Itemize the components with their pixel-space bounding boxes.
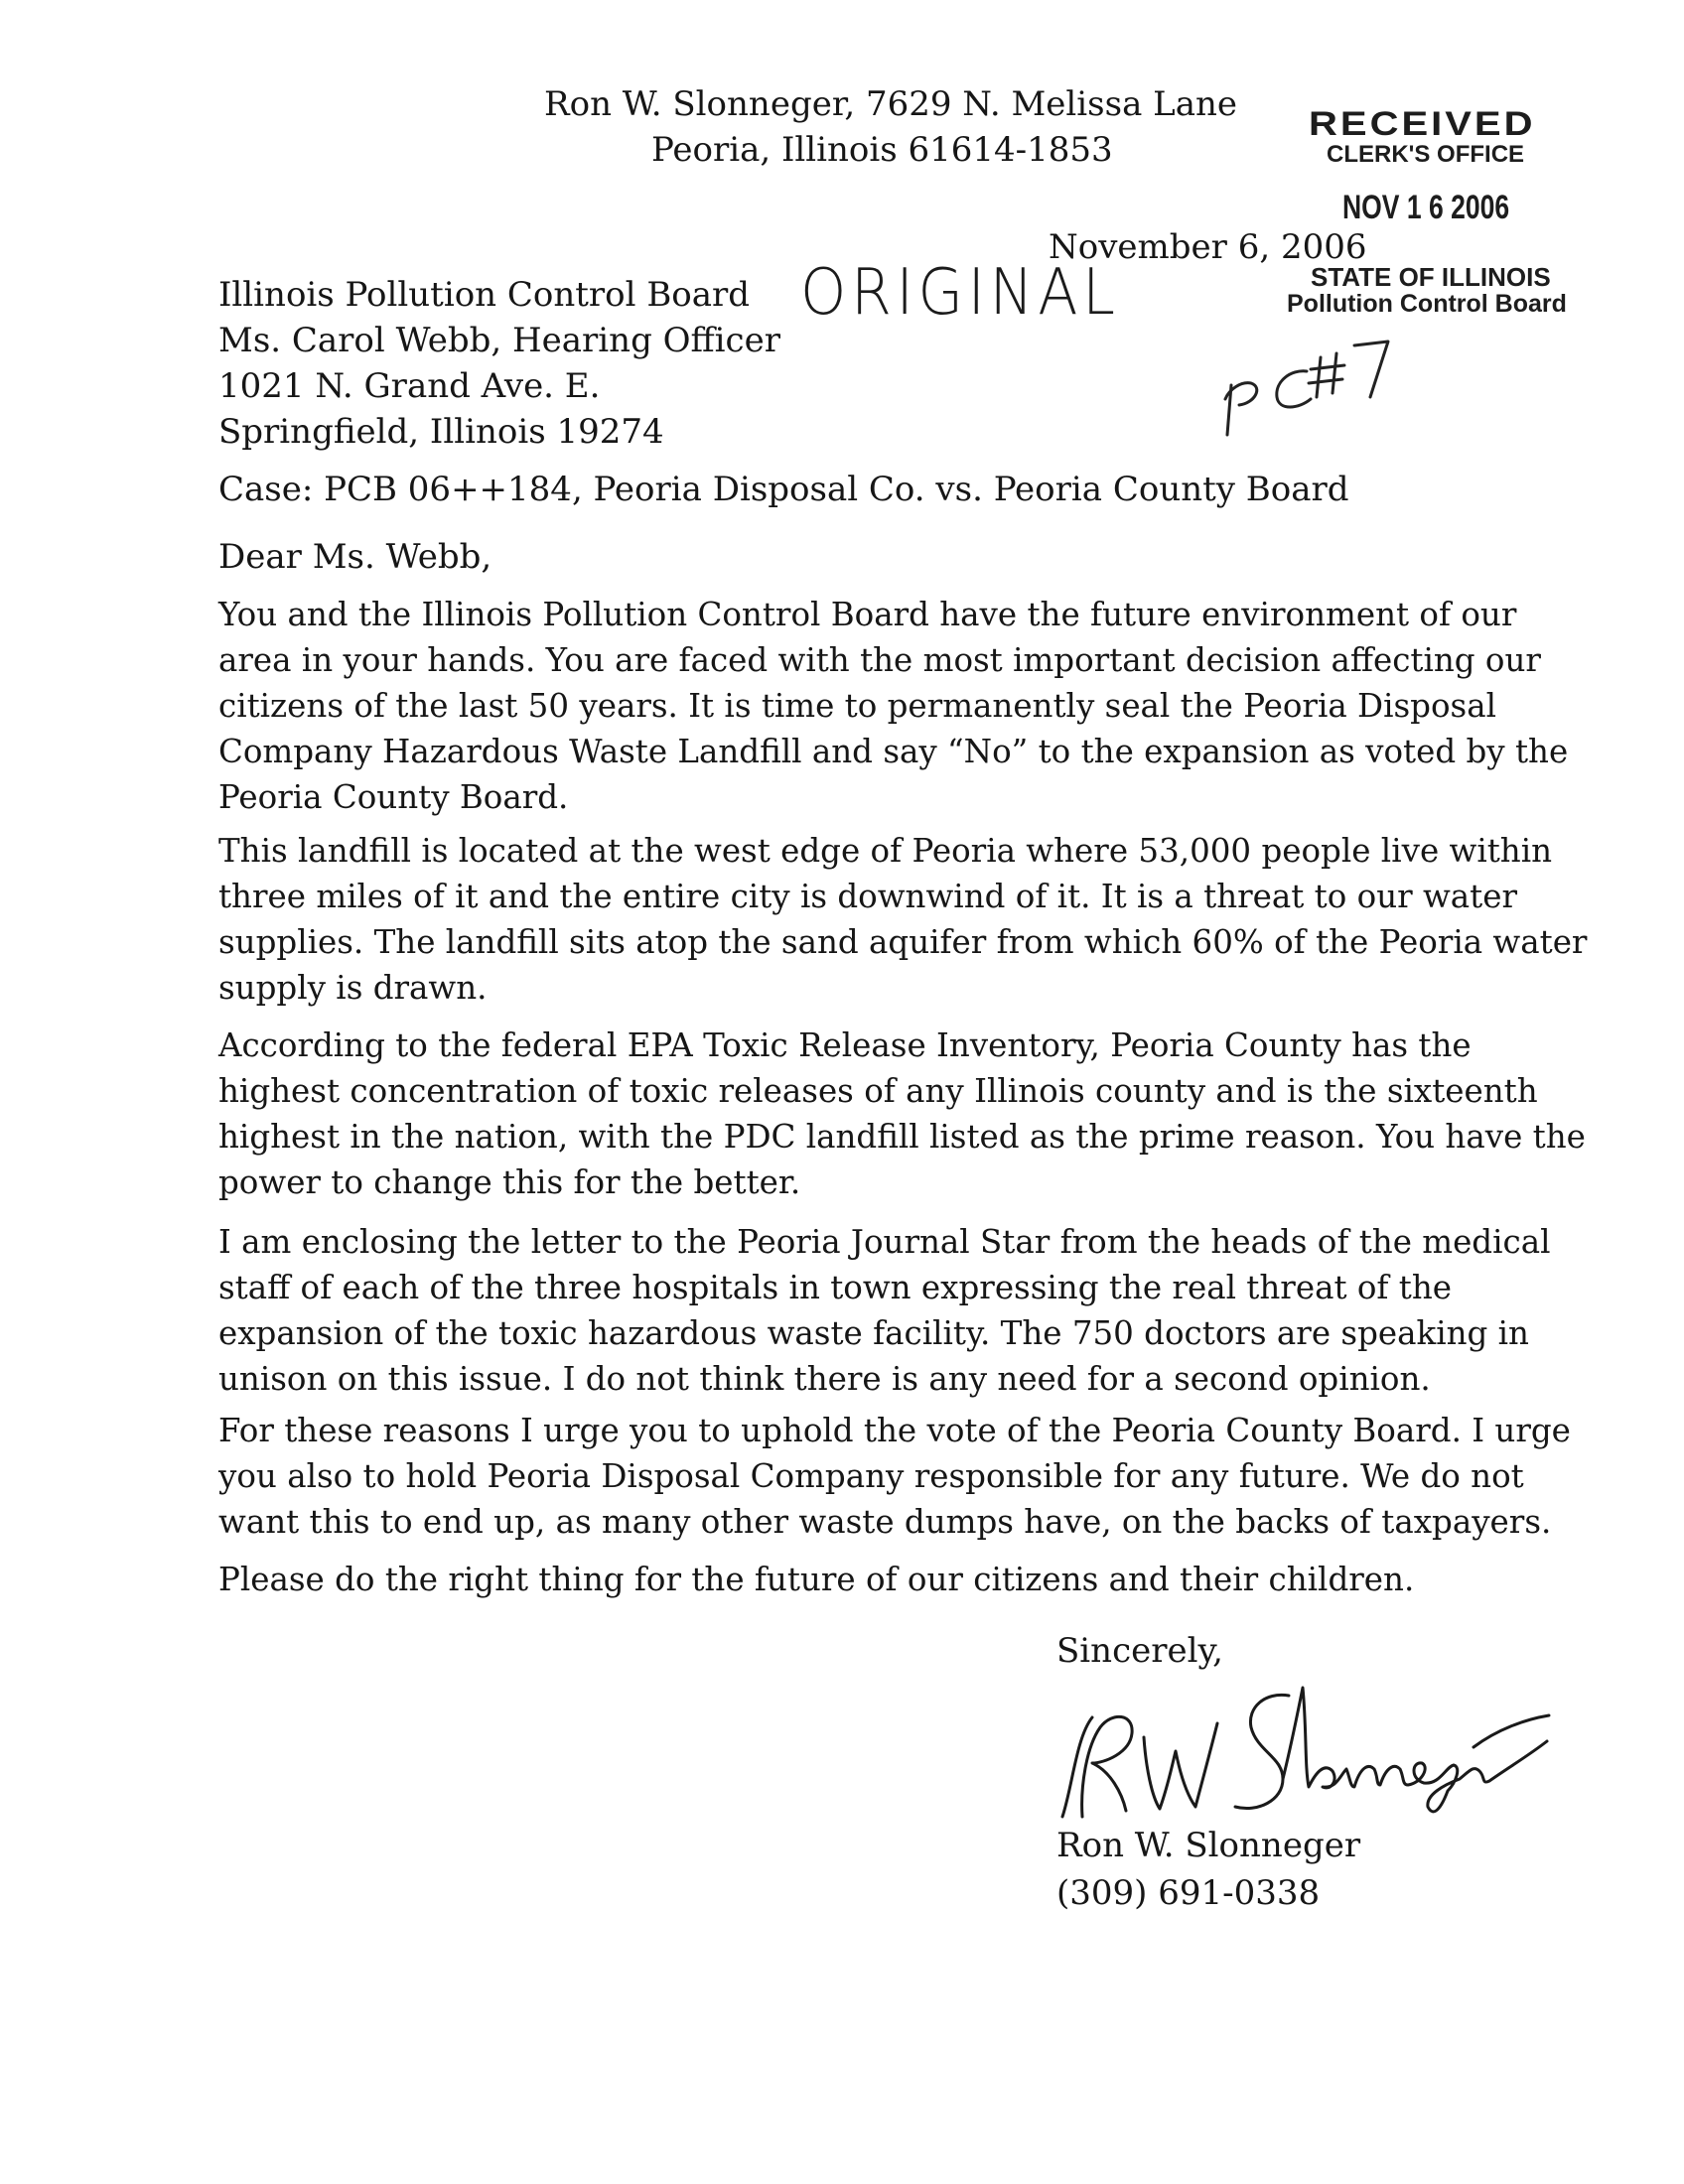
letter-date: November 6, 2006 [1049,227,1367,267]
signature-handwritten [1052,1668,1549,1827]
signer-phone: (309) 691-0338 [1056,1873,1321,1913]
stamp-received: RECEIVED [1309,105,1536,143]
case-reference: Case: PCB 06++184, Peoria Disposal Co. vs. Peoria County Board [218,470,1349,509]
paragraph-line: Company Hazardous Waste Landfill and say “No” to the expansion as voted by the [218,733,1569,770]
paragraph-line: highest concentration of toxic releases of any Illinois county and is the sixteenth [218,1072,1538,1110]
paragraph-line: Please do the right thing for the future of our citizens and their children. [218,1561,1415,1598]
paragraph-line: expansion of the toxic hazardous waste facility. The 750 doctors are speaking in [218,1314,1529,1352]
body-paragraph-4 [218,1219,1550,1402]
sender-address-line2: Peoria, Illinois 61614-1853 [651,130,1113,170]
paragraph-line: staff of each of the three hospitals in town expressing the real threat of the [218,1269,1452,1306]
paragraph-line: unison on this issue. I do not think there is any need for a second opinion. [218,1360,1431,1398]
recipient-line: Springfield, Illinois 19274 [218,412,664,452]
body-paragraph-2 [218,828,1587,1011]
paragraph-line: area in your hands. You are faced with the most important decision affecting our [218,641,1541,679]
paragraph-line: You and the Illinois Pollution Control Board have the future environment of our [218,596,1517,633]
paragraph-line: you also to hold Peoria Disposal Company responsible for any future. We do not [218,1457,1524,1495]
sender-address-line1: Ron W. Slonneger, 7629 N. Melissa Lane [544,84,1238,124]
paragraph-line: Peoria County Board. [218,778,569,816]
paragraph-line: power to change this for the better. [218,1163,801,1201]
recipient-line: 1021 N. Grand Ave. E. [218,366,601,406]
body-paragraph-5 [218,1408,1571,1545]
stamp-clerks-office: CLERK'S OFFICE [1327,141,1525,168]
original-mark: ORIGINAL [800,256,1120,330]
stamp-date: NOV 1 6 2006 [1342,189,1510,226]
paragraph-line: I am enclosing the letter to the Peoria Journal Star from the heads of the medical [218,1223,1551,1261]
paragraph-line: supply is drawn. [218,969,488,1007]
closing: Sincerely, [1056,1631,1223,1671]
stamp-board: Pollution Control Board [1287,290,1567,318]
paragraph-line: supplies. The landfill sits atop the sand aquifer from which 60% of the Peoria water [218,923,1588,961]
body-paragraph-1 [218,592,1568,820]
body-paragraph-6 [218,1557,1414,1602]
pc-number-handwritten [1211,338,1410,447]
body-paragraph-3 [218,1023,1586,1205]
paragraph-line: want this to end up, as many other waste dumps have, on the backs of taxpayers. [218,1503,1552,1541]
paragraph-line: citizens of the last 50 years. It is time to permanently seal the Peoria Disposal [218,687,1497,725]
paragraph-line: three miles of it and the entire city is downwind of it. It is a threat to our water [218,878,1518,915]
recipient-line: Ms. Carol Webb, Hearing Officer [218,321,780,360]
recipient-line: Illinois Pollution Control Board [218,275,751,315]
paragraph-line: For these reasons I urge you to uphold the vote of the Peoria County Board. I urge [218,1412,1571,1449]
salutation: Dear Ms. Webb, [218,537,492,577]
paragraph-line: According to the federal EPA Toxic Release Inventory, Peoria County has the [218,1026,1472,1064]
paragraph-line: This landfill is located at the west edge of Peoria where 53,000 people live within [218,832,1553,870]
stamp-state: STATE OF ILLINOIS [1311,262,1551,292]
paragraph-line: highest in the nation, with the PDC landfill listed as the prime reason. You have the [218,1118,1586,1156]
signer-name: Ron W. Slonneger [1056,1826,1361,1865]
